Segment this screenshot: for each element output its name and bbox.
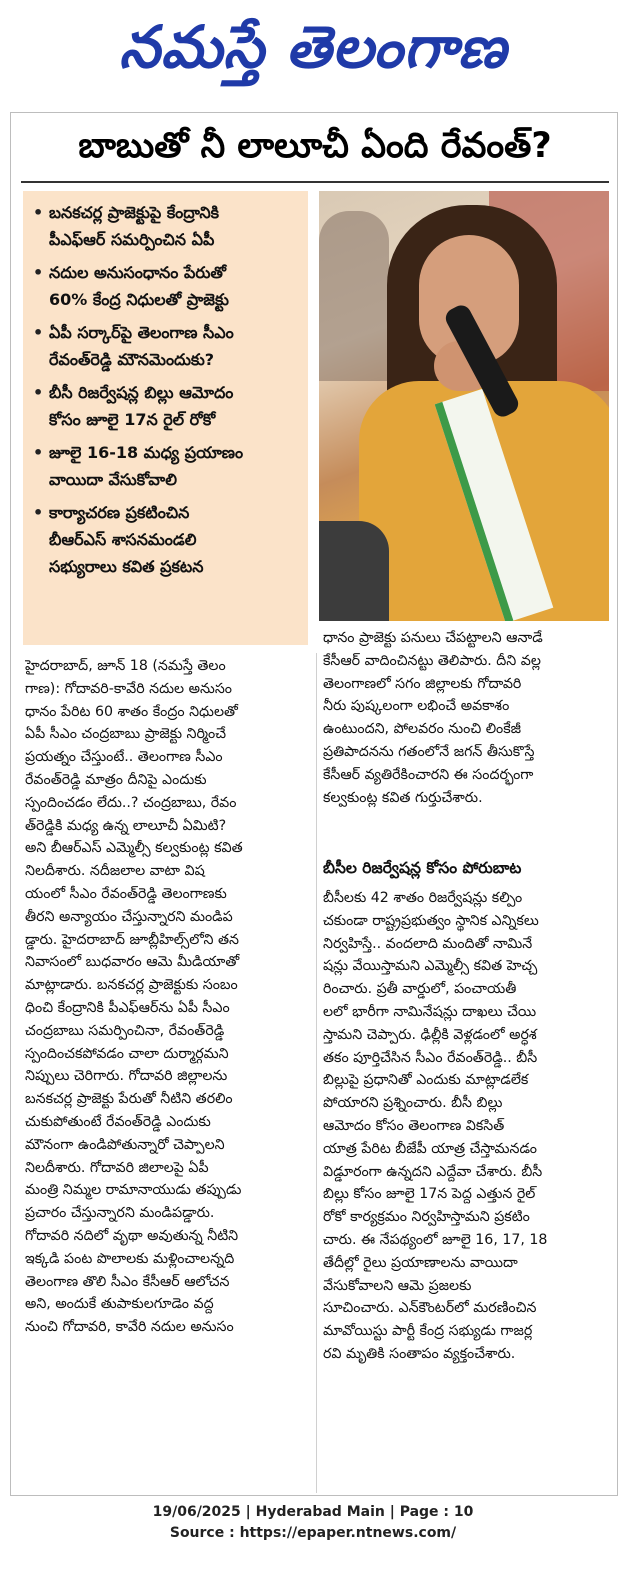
highlight-text: కార్యాచరణ ప్రకటించిన బీఆర్ఎస్ శాసనమండలి సభ్యురాలు కవిత ప్రకటన bbox=[49, 503, 204, 576]
column-divider bbox=[316, 653, 317, 1493]
highlight-item bbox=[33, 439, 300, 493]
article-line: ప్రతిపాదనను గతంలోనే జగన్ తీసుకొస్తే bbox=[323, 743, 535, 760]
article-line: మాట్లాడారు. బనకచర్ల ప్రాజెక్టుకు సంబం bbox=[25, 977, 238, 994]
article-line: డ్డారు. హైదరాబాద్ జూబ్లీహిల్స్‌లోని తన bbox=[25, 931, 239, 948]
highlight-item bbox=[33, 379, 300, 433]
article-line: కేసీఆర్ వాదించినట్టు తెలిపారు. దీని వల్ల bbox=[323, 652, 541, 669]
article-line: కల్వకుంట్ల కవిత గుర్తుచేశారు. bbox=[323, 789, 483, 806]
article-line: ఉంటుందని, పోలవరం నుంచి లింకేజీ bbox=[323, 721, 521, 738]
headline-text: బాబుతో నీ లాలూచీ ఏంది రేవంత్? bbox=[78, 126, 552, 166]
article-line: బీసీలకు 42 శాతం రిజర్వేషన్లు కల్పిం bbox=[323, 890, 523, 906]
article-line: మావోయిస్టు పార్టీ కేంద్ర సభ్యుడు గాజర్ల bbox=[323, 1323, 533, 1340]
article-line: కేసీఆర్ వ్యతిరేకించారని ఈ సందర్భంగా bbox=[323, 766, 534, 783]
article-line: అని, అందుకే తుపాకులగూడెం వద్ద bbox=[25, 1296, 214, 1313]
article-line: నీరు పుష్కలంగా లభించే అవకాశం bbox=[323, 698, 510, 715]
article-headline bbox=[21, 123, 609, 177]
bullet-icon: • bbox=[33, 503, 44, 522]
article-line: బనకచర్ల ప్రాజెక్టు పేరుతో నీటిని తరలిం bbox=[25, 1091, 233, 1108]
article-line: స్తామని చెప్పారు. ఢిల్లీకి వెళ్లడంలో అర్ధశ bbox=[323, 1026, 537, 1043]
article-line: నుంచి గోదావరి, కావేరి నదుల అనుసం bbox=[25, 1319, 234, 1336]
article-column-right-top bbox=[323, 627, 609, 809]
highlight-item bbox=[33, 499, 300, 580]
article-line: హైదరాబాద్, జూన్ 18 (నమస్తే తెలం bbox=[25, 658, 226, 674]
article-line: వేసుకోవాలని ఆమె ప్రజలకు bbox=[323, 1277, 472, 1294]
article-line: ఏపీ సీఎం చంద్రబాబు ప్రాజెక్టు నిర్మించే bbox=[25, 726, 227, 743]
article-line: మౌనంగా ఉండిపోతున్నారో చెప్పాలని bbox=[25, 1136, 225, 1153]
article-line: తేదీల్లో రైలు ప్రయాణాలను వాయిదా bbox=[323, 1254, 518, 1271]
page-footer bbox=[0, 1502, 626, 1544]
bullet-icon: • bbox=[33, 323, 44, 342]
article-line: రేవంత్‌రెడ్డి మాత్రం దీనిపై ఎందుకు bbox=[25, 771, 207, 788]
article-line: నిర్వహిస్తే.. వందలాది మందితో నామినే bbox=[323, 935, 533, 952]
bullet-icon: • bbox=[33, 203, 44, 222]
article-line: చారు. ఈ నేపథ్యంలో జూలై 16, 17, 18 bbox=[323, 1231, 548, 1248]
highlight-text: బనకచర్ల ప్రాజెక్టుపై కేంద్రానికి పీఎఫ్ఆర్ సమర్పించిన ఏపీ bbox=[49, 203, 220, 249]
article-line: అని బీఆర్ఎస్ ఎమ్మెల్సీ కల్వకుంట్ల కవిత bbox=[25, 840, 243, 857]
highlights-box bbox=[23, 191, 308, 645]
bullet-icon: • bbox=[33, 443, 44, 462]
article-line: విడ్డూరంగా ఉన్నదని ఎద్దేవా చేశారు. బీసీ bbox=[323, 1163, 543, 1180]
article-line: రవి మృతికి సంతాపం వ్యక్తంచేశారు. bbox=[323, 1345, 516, 1362]
article-column-right-bottom bbox=[323, 887, 609, 1366]
highlight-text: ఏపీ సర్కార్‌పై తెలంగాణ సీఎం రేవంత్‌రెడ్డి మౌనమెందుకు? bbox=[49, 323, 234, 369]
article-line: నిలదీశారు. గోదావరి జిలాలపై ఏపీ bbox=[25, 1159, 209, 1176]
article-line: యాత్ర పేరిట బీజేపీ యాత్ర చేస్తామనడం bbox=[323, 1140, 537, 1157]
highlight-item bbox=[33, 199, 300, 253]
article-line: తకం పూర్తిచేసిన సీఎం రేవంత్‌రెడ్డి.. బీసీ bbox=[323, 1049, 538, 1066]
article-photo bbox=[319, 191, 609, 621]
article-line: తీరని అన్యాయం చేస్తున్నారని మండిప bbox=[25, 908, 233, 925]
article-line: ధానం పేరిట 60 శాతం కేంద్రం నిధులతో bbox=[25, 703, 238, 720]
article-line: బిల్లు కోసం జూలై 17న పెద్ద ఎత్తున రైల్ bbox=[323, 1186, 536, 1203]
highlight-item bbox=[33, 319, 300, 373]
bullet-icon: • bbox=[33, 383, 44, 402]
headline-rule bbox=[21, 181, 609, 183]
highlight-text: నదుల అనుసంధానం పేరుతో 60% కేంద్ర నిధులతో ప్రాజెక్టు bbox=[49, 263, 229, 309]
article-line: గాణ): గోదావరి-కావేరి నదుల అనుసం bbox=[25, 680, 232, 697]
article-line: నివాసంలో బుధవారం ఆమె మీడియాతో bbox=[25, 954, 240, 971]
article-line: పోయారని ప్రశ్నించారు. బీసీ బిల్లు bbox=[323, 1095, 503, 1112]
footer-edition: 19/06/2025 | Hyderabad Main | Page : 10 bbox=[152, 1504, 474, 1520]
highlight-text: బీసీ రిజర్వేషన్ల బిల్లు ఆమోదం కోసం జూలై 17న రైల్ రోకో bbox=[49, 383, 234, 429]
article-line: ప్రచారం చేస్తున్నారని మండిపడ్డారు. bbox=[25, 1205, 215, 1222]
article-line: ఆమోదం కోసం తెలంగాణ వికసిత్ bbox=[323, 1117, 505, 1134]
article-line: యంలో సీఎం రేవంత్‌రెడ్డి తెలంగాణకు bbox=[25, 885, 227, 902]
news-clipping bbox=[10, 112, 618, 1496]
article-line: ఇక్కడి పంట పొలాలకు మళ్లించాలన్నది bbox=[25, 1250, 235, 1267]
article-column-left bbox=[25, 655, 311, 1339]
highlight-text: జూలై 16-18 మధ్య ప్రయాణం వాయిదా వేసుకోవాలి bbox=[49, 443, 244, 489]
masthead-title: నమస్తే తెలంగాణ bbox=[119, 12, 507, 81]
article-line: తెలంగాణ తొలి సీఎం కేసీఆర్ ఆలోచన bbox=[25, 1273, 230, 1290]
article-line: షన్లు వేయిస్తామని ఎమ్మెల్సీ కవిత హెచ్చ bbox=[323, 958, 538, 975]
article-line: తెలంగాణలో సగం జిల్లాలకు గోదావరి bbox=[323, 675, 522, 692]
article-line: లలో భారీగా నామినేషన్లు దాఖలు చేయి bbox=[323, 1003, 537, 1020]
article-line: నిప్పులు చెరిగారు. గోదావరి జిల్లాలను bbox=[25, 1068, 228, 1085]
article-line: రించారు. ప్రతీ వార్డులో, పంచాయతీ bbox=[323, 981, 517, 998]
article-line: నిలదీశారు. నదీజలాల వాటా విష bbox=[25, 863, 205, 880]
article-line: త్‌రెడ్డికి మధ్య ఉన్న లాలూచీ ఏమిటి? bbox=[25, 817, 227, 834]
article-line: చకుండా రాష్ట్రప్రభుత్వం స్థానిక ఎన్నికలు bbox=[323, 912, 539, 929]
article-line: స్పందించడం లేదు..? చంద్రబాబు, రేవం bbox=[25, 794, 237, 811]
article-line: చుకుపోతుంటే రేవంత్‌రెడ్డి ఎందుకు bbox=[25, 1113, 211, 1130]
article-line: రోకో కార్యక్రమం నిర్వహిస్తామని ప్రకటిం bbox=[323, 1209, 530, 1226]
highlight-item bbox=[33, 259, 300, 313]
article-line: సూచించారు. ఎన్‌కౌంటర్‌లో మరణించిన bbox=[323, 1300, 537, 1317]
newspaper-masthead bbox=[0, 0, 626, 108]
article-line: స్పందించకపోవడం చాలా దుర్మార్గమని bbox=[25, 1045, 229, 1062]
article-line: ప్రయత్నం చేస్తుంటే.. తెలంగాణ సీఎం bbox=[25, 749, 223, 766]
article-line: బిల్లుపై ప్రధానితో ఎందుకు మాట్లాడలేక bbox=[323, 1072, 529, 1089]
bullet-icon: • bbox=[33, 263, 44, 282]
article-line: గోదావరి నదిలో వృథా అవుతున్న నీటిని bbox=[25, 1227, 239, 1244]
article-subheading: బీసీల రిజర్వేషన్ల కోసం పోరుబాట bbox=[323, 859, 522, 877]
article-line: మంత్రి నిమ్మల రామానాయుడు తప్పుడు bbox=[25, 1182, 242, 1199]
article-line: ధానం ప్రాజెక్టు పనులు చేపట్టాలని ఆనాడే bbox=[323, 630, 543, 646]
article-line: చంద్రబాబు సమర్పించినా, రేవంత్‌రెడ్డి bbox=[25, 1022, 225, 1039]
article-line: ధించి కేంద్రానికి పీఎఫ్ఆర్‌ను ఏపీ సీఎం bbox=[25, 999, 230, 1016]
footer-source: Source : https://epaper.ntnews.com/ bbox=[169, 1525, 457, 1541]
